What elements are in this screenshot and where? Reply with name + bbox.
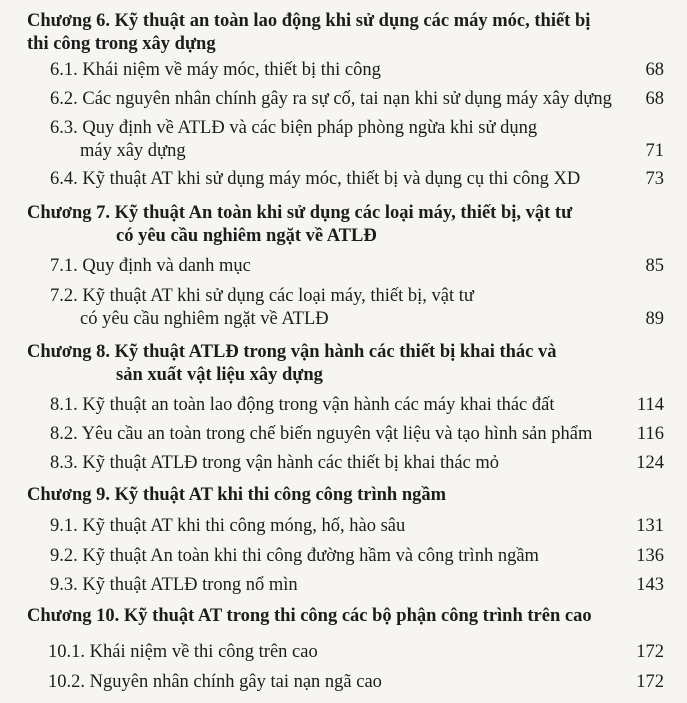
entry-text: 6.4. Kỹ thuật AT khi sử dụng máy móc, thiết bị và dụng cụ thi công XD xyxy=(50,169,581,189)
page-number: 172 xyxy=(636,672,664,692)
entry-text: 8.3. Kỹ thuật ATLĐ trong vận hành các thiết bị khai thác mỏ xyxy=(50,453,500,473)
toc-entry[interactable] xyxy=(50,117,664,163)
chapter-heading xyxy=(27,10,657,56)
entry-text: 7.1. Quy định và danh mục xyxy=(50,256,251,276)
toc-entry[interactable] xyxy=(50,574,664,597)
chapter-heading xyxy=(27,341,657,387)
toc-entry[interactable] xyxy=(50,255,664,278)
chapter-title-line1: Chương 7. Kỹ thuật An toàn khi sử dụng các loại máy, thiết bị, vật tư xyxy=(27,203,573,223)
chapter-heading xyxy=(27,202,657,248)
page-number: 71 xyxy=(645,141,664,161)
toc-entry[interactable] xyxy=(48,671,664,694)
entry-text: 8.2. Yêu cầu an toàn trong chế biến nguyên vật liệu và tạo hình sản phẩm xyxy=(50,424,593,444)
toc-entry[interactable] xyxy=(50,168,664,191)
toc-entry[interactable] xyxy=(50,515,664,538)
entry-text: 6.1. Khái niệm về máy móc, thiết bị thi công xyxy=(50,60,381,80)
entry-text: 10.1. Khái niệm về thi công trên cao xyxy=(48,642,318,662)
chapter-title-line1: Chương 6. Kỹ thuật an toàn lao động khi sử dụng các máy móc, thiết bị xyxy=(27,11,591,31)
entry-text: 7.2. Kỹ thuật AT khi sử dụng các loại máy, thiết bị, vật tư xyxy=(50,286,474,306)
entry-text-continued: máy xây dựng xyxy=(80,141,186,161)
chapter-title-line2: có yêu cầu nghiêm ngặt về ATLĐ xyxy=(116,226,377,246)
page-number: 124 xyxy=(636,453,664,473)
chapter-heading xyxy=(27,484,657,507)
page-number: 143 xyxy=(636,575,664,595)
chapter-heading xyxy=(27,605,657,628)
entry-text: 8.1. Kỹ thuật an toàn lao động trong vận hành các máy khai thác đất xyxy=(50,395,555,415)
chapter-title-line2: thi công trong xây dựng xyxy=(27,34,216,54)
toc-entry[interactable] xyxy=(50,88,664,111)
toc-entry[interactable] xyxy=(50,423,664,446)
entry-text: 9.2. Kỹ thuật An toàn khi thi công đường hầm và công trình ngầm xyxy=(50,546,539,566)
toc-entry[interactable] xyxy=(50,59,664,82)
toc-entry[interactable] xyxy=(50,545,664,568)
entry-text: 9.1. Kỹ thuật AT khi thi công móng, hố, hào sâu xyxy=(50,516,406,536)
chapter-title-line2: sản xuất vật liệu xây dựng xyxy=(116,365,323,385)
page-number: 136 xyxy=(636,546,664,566)
chapter-title-line1: Chương 8. Kỹ thuật ATLĐ trong vận hành các thiết bị khai thác và xyxy=(27,342,557,362)
page-number: 73 xyxy=(645,169,664,189)
page-number: 68 xyxy=(645,89,664,109)
page-number: 131 xyxy=(636,516,664,536)
page-number: 172 xyxy=(636,642,664,662)
toc-entry[interactable] xyxy=(50,452,664,475)
toc-entry[interactable] xyxy=(50,394,664,417)
chapter-title-line1: Chương 10. Kỹ thuật AT trong thi công các bộ phận công trình trên cao xyxy=(27,606,592,626)
page-number: 68 xyxy=(645,60,664,80)
toc-entry[interactable] xyxy=(50,285,664,331)
page-number: 116 xyxy=(636,424,664,444)
chapter-title-line1: Chương 9. Kỹ thuật AT khi thi công công trình ngầm xyxy=(27,485,447,505)
page-number: 114 xyxy=(636,395,664,415)
page-number: 89 xyxy=(645,309,664,329)
entry-text: 9.3. Kỹ thuật ATLĐ trong nổ mìn xyxy=(50,575,298,595)
entry-text-continued: có yêu cầu nghiêm ngặt về ATLĐ xyxy=(80,309,329,329)
toc-entry[interactable] xyxy=(48,641,664,664)
entry-text: 6.2. Các nguyên nhân chính gây ra sự cố, tai nạn khi sử dụng máy xây dựng xyxy=(50,89,612,109)
entry-text: 10.2. Nguyên nhân chính gây tai nạn ngã cao xyxy=(48,672,382,692)
page-number: 85 xyxy=(645,256,664,276)
entry-text: 6.3. Quy định về ATLĐ và các biện pháp phòng ngừa khi sử dụng xyxy=(50,118,538,138)
